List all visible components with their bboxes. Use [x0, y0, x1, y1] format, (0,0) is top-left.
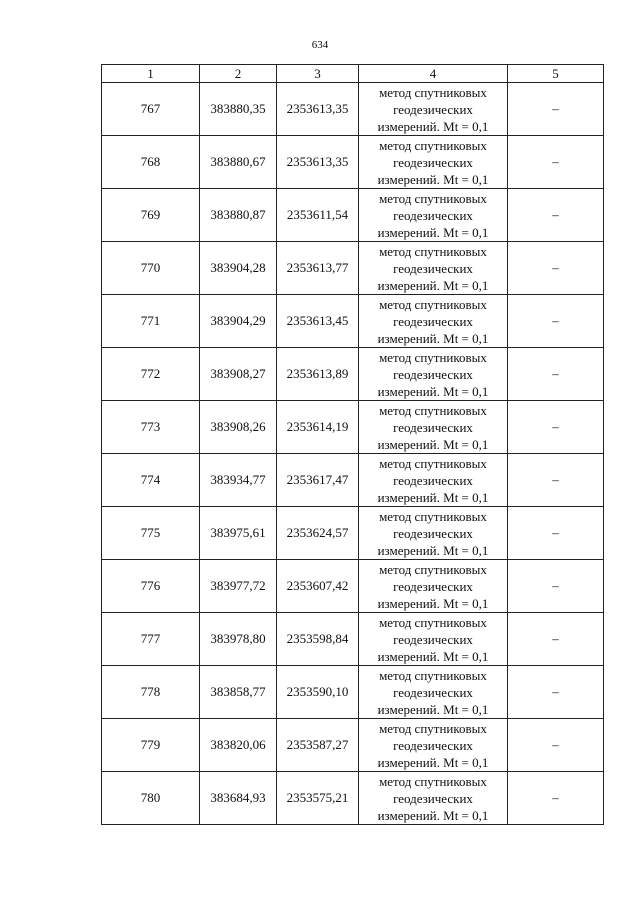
y-coordinate-cell: 2353598,84: [277, 613, 359, 666]
table-row: [102, 772, 604, 825]
note-cell: –: [508, 401, 604, 454]
method-line: геодезических: [393, 790, 473, 806]
x-coordinate-cell: 383880,87: [200, 189, 277, 242]
x-coordinate-cell: 383858,77: [200, 666, 277, 719]
page-number: 634: [311, 39, 329, 51]
table-row: [102, 83, 604, 136]
table-row: [102, 348, 604, 401]
y-coordinate-cell: 2353613,45: [277, 295, 359, 348]
method-line: измерений. Mt = 0,1: [377, 489, 489, 505]
point-number-cell: 775: [102, 507, 200, 560]
point-number-cell: 779: [102, 719, 200, 772]
note-cell: –: [508, 348, 604, 401]
method-cell: [359, 348, 508, 401]
method-line: геодезических: [393, 578, 473, 594]
table-row: [102, 189, 604, 242]
column-header-3: 3: [277, 65, 359, 83]
note-cell: –: [508, 454, 604, 507]
x-coordinate-cell: 383934,77: [200, 454, 277, 507]
method-cell: [359, 189, 508, 242]
table-header-row: [102, 65, 604, 83]
y-coordinate-cell: 2353624,57: [277, 507, 359, 560]
method-line: измерений. Mt = 0,1: [377, 595, 489, 611]
y-coordinate-cell: 2353613,35: [277, 136, 359, 189]
point-number-cell: 772: [102, 348, 200, 401]
point-number-cell: 780: [102, 772, 200, 825]
x-coordinate-cell: 383908,27: [200, 348, 277, 401]
table-row: [102, 136, 604, 189]
table-row: [102, 719, 604, 772]
note-cell: –: [508, 136, 604, 189]
method-line: метод спутниковых: [379, 508, 487, 524]
method-line: измерений. Mt = 0,1: [377, 171, 489, 187]
note-cell: –: [508, 666, 604, 719]
method-cell: [359, 454, 508, 507]
y-coordinate-cell: 2353613,89: [277, 348, 359, 401]
y-coordinate-cell: 2353613,35: [277, 83, 359, 136]
method-line: метод спутниковых: [379, 720, 487, 736]
point-number-cell: 768: [102, 136, 200, 189]
x-coordinate-cell: 383904,28: [200, 242, 277, 295]
method-line: геодезических: [393, 207, 473, 223]
method-cell: [359, 719, 508, 772]
x-coordinate-cell: 383880,35: [200, 83, 277, 136]
method-line: измерений. Mt = 0,1: [377, 807, 489, 823]
x-coordinate-cell: 383908,26: [200, 401, 277, 454]
table-row: [102, 560, 604, 613]
column-header-4: 4: [359, 65, 508, 83]
point-number-cell: 770: [102, 242, 200, 295]
table-row: [102, 454, 604, 507]
method-line: измерений. Mt = 0,1: [377, 542, 489, 558]
method-line: измерений. Mt = 0,1: [377, 383, 489, 399]
point-number-cell: 774: [102, 454, 200, 507]
method-line: метод спутниковых: [379, 455, 487, 471]
method-line: геодезических: [393, 472, 473, 488]
method-line: геодезических: [393, 419, 473, 435]
note-cell: –: [508, 83, 604, 136]
method-line: метод спутниковых: [379, 190, 487, 206]
x-coordinate-cell: 383880,67: [200, 136, 277, 189]
method-line: геодезических: [393, 525, 473, 541]
method-cell: [359, 295, 508, 348]
x-coordinate-cell: 383684,93: [200, 772, 277, 825]
point-number-cell: 776: [102, 560, 200, 613]
method-line: метод спутниковых: [379, 667, 487, 683]
method-line: измерений. Mt = 0,1: [377, 436, 489, 452]
method-line: геодезических: [393, 366, 473, 382]
table-body: [102, 83, 604, 825]
note-cell: –: [508, 242, 604, 295]
column-header-1: 1: [102, 65, 200, 83]
y-coordinate-cell: 2353607,42: [277, 560, 359, 613]
point-number-cell: 771: [102, 295, 200, 348]
point-number-cell: 773: [102, 401, 200, 454]
point-number-cell: 767: [102, 83, 200, 136]
note-cell: –: [508, 560, 604, 613]
note-cell: –: [508, 507, 604, 560]
method-line: геодезических: [393, 260, 473, 276]
note-cell: –: [508, 719, 604, 772]
method-line: измерений. Mt = 0,1: [377, 118, 489, 134]
x-coordinate-cell: 383975,61: [200, 507, 277, 560]
y-coordinate-cell: 2353587,27: [277, 719, 359, 772]
y-coordinate-cell: 2353611,54: [277, 189, 359, 242]
table-row: [102, 507, 604, 560]
method-line: метод спутниковых: [379, 84, 487, 100]
method-line: измерений. Mt = 0,1: [377, 277, 489, 293]
method-cell: [359, 772, 508, 825]
y-coordinate-cell: 2353575,21: [277, 772, 359, 825]
method-line: геодезических: [393, 737, 473, 753]
method-line: метод спутниковых: [379, 614, 487, 630]
method-line: геодезических: [393, 101, 473, 117]
method-cell: [359, 401, 508, 454]
x-coordinate-cell: 383904,29: [200, 295, 277, 348]
table-row: [102, 401, 604, 454]
method-cell: [359, 136, 508, 189]
method-cell: [359, 666, 508, 719]
y-coordinate-cell: 2353590,10: [277, 666, 359, 719]
note-cell: –: [508, 772, 604, 825]
method-line: измерений. Mt = 0,1: [377, 648, 489, 664]
column-header-2: 2: [200, 65, 277, 83]
coordinates-table: [101, 64, 604, 825]
method-line: метод спутниковых: [379, 402, 487, 418]
x-coordinate-cell: 383820,06: [200, 719, 277, 772]
method-cell: [359, 242, 508, 295]
method-line: геодезических: [393, 313, 473, 329]
point-number-cell: 778: [102, 666, 200, 719]
method-line: метод спутниковых: [379, 296, 487, 312]
method-line: измерений. Mt = 0,1: [377, 330, 489, 346]
table-row: [102, 666, 604, 719]
table-row: [102, 295, 604, 348]
method-line: измерений. Mt = 0,1: [377, 754, 489, 770]
method-line: метод спутниковых: [379, 561, 487, 577]
note-cell: –: [508, 295, 604, 348]
method-line: геодезических: [393, 631, 473, 647]
method-line: измерений. Mt = 0,1: [377, 224, 489, 240]
note-cell: –: [508, 613, 604, 666]
note-cell: –: [508, 189, 604, 242]
method-line: метод спутниковых: [379, 137, 487, 153]
y-coordinate-cell: 2353617,47: [277, 454, 359, 507]
method-line: метод спутниковых: [379, 243, 487, 259]
method-line: метод спутниковых: [379, 349, 487, 365]
method-line: метод спутниковых: [379, 773, 487, 789]
method-cell: [359, 560, 508, 613]
method-cell: [359, 507, 508, 560]
table-row: [102, 613, 604, 666]
y-coordinate-cell: 2353614,19: [277, 401, 359, 454]
point-number-cell: 777: [102, 613, 200, 666]
column-header-5: 5: [508, 65, 604, 83]
x-coordinate-cell: 383977,72: [200, 560, 277, 613]
method-line: геодезических: [393, 684, 473, 700]
x-coordinate-cell: 383978,80: [200, 613, 277, 666]
method-cell: [359, 613, 508, 666]
table-row: [102, 242, 604, 295]
method-line: измерений. Mt = 0,1: [377, 701, 489, 717]
y-coordinate-cell: 2353613,77: [277, 242, 359, 295]
method-cell: [359, 83, 508, 136]
method-line: геодезических: [393, 154, 473, 170]
point-number-cell: 769: [102, 189, 200, 242]
